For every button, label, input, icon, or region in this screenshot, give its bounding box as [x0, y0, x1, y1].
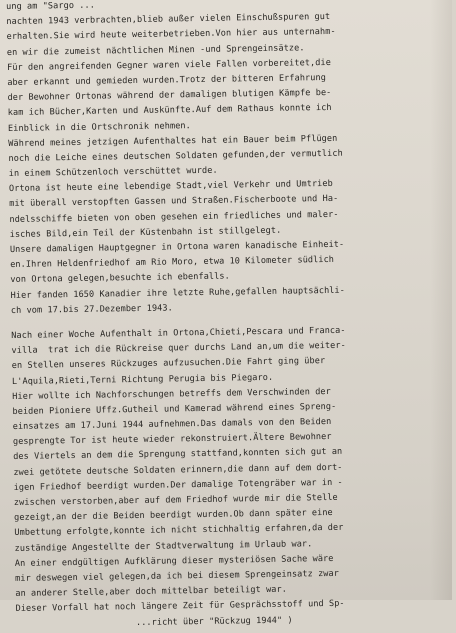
- text-line: igen Friedhof beerdigt wurden.Der damalige Totengräber war in -: [13, 477, 343, 493]
- paragraph-block-2: [11, 322, 456, 633]
- text-line: gesprengte Tor ist heute wieder rekonstruiert.Ältere Bewohner: [12, 432, 332, 448]
- text-line: Nach einer Woche Aufenthalt in Ortona,Chieti,Pescara und Franca-: [11, 325, 346, 341]
- text-line: zwischen verstorben,aber auf dem Friedhof wurde mir die Stelle: [13, 492, 338, 508]
- text-line: An einer endgültigen Aufklärung dieser mysteriösen Sache wäre: [14, 553, 334, 569]
- text-line: Hier wollte ich Nachforschungen betreffs dem Verschwinden der: [12, 386, 331, 402]
- text-line: ndelsschiffe bieten von oben gesehen ein friedliches und maler-: [9, 209, 339, 225]
- text-line: von Ortona gelegen,besuchte ich ebenfalls.: [10, 271, 230, 286]
- text-line: gezeigt,an der die Beiden beerdigt wurden.Ob dann später eine: [14, 508, 333, 524]
- text-line: L'Aquila,Rieti,Terni Richtung Perugia bis Piegaro.: [11, 372, 274, 387]
- text-line: zwei getötete deutsche Soldaten erinnern,die dann auf dem dort-: [13, 462, 343, 478]
- text-line: ung am "Sargo ...: [6, 0, 95, 12]
- text-line: Ortona ist heute eine lebendige Stadt,viel Verkehr und Umtrieb: [8, 179, 333, 195]
- text-line: isches Bild,ein Teil der Küstenbahn ist stillgelegt.: [9, 225, 282, 240]
- paragraph-block-1: [6, 0, 451, 319]
- text-line: erhalten.Sie wird heute weiterbetrieben.Von hier aus unternahm-: [6, 27, 336, 43]
- text-line: nachten 1943 verbrachten,blieb außer vielen Einschußspuren gut: [6, 12, 331, 28]
- text-line: ...richt über "Rückzug 1944" ): [15, 615, 293, 630]
- text-line: mir deswegen viel gelegen,da ich bei diesem Sprengeinsatz zwar: [15, 568, 340, 584]
- text-line: noch die Leiche eines deutschen Soldaten gefunden,der vermutlich: [8, 148, 343, 164]
- page-text: [6, 0, 456, 633]
- text-line: Umbettung erfolgte,konnte ich nicht stichhaltig erfahren,da der: [14, 523, 344, 539]
- text-line: beiden Pioniere Uffz.Gutheil und Kamerad während eines Spreng-: [12, 401, 337, 417]
- text-line: Dieser Vorfall hat noch längere Zeit für Gesprächsstoff und Sp-: [15, 599, 345, 615]
- text-line: in einem Schützenloch verschüttet wurde.: [8, 165, 218, 180]
- text-line: villa trat ich die Rückreise quer durchs Land an,um die weiter-: [11, 340, 346, 357]
- text-line: Einblick in die Ortschronik nehmen.: [7, 120, 191, 134]
- text-line: en wir die zumeist nächtlichen Minen -und Sprengeinsätze.: [6, 42, 305, 58]
- text-line: en Stellen unseres Rückzuges aufzusuchen.Die Fahrt ging über: [11, 356, 326, 372]
- text-line: Für den angreifenden Gegner waren viele Fallen vorbereitet,die: [6, 57, 331, 73]
- text-line: der Bewohner Ortonas während der damaligen blutigen Kämpfe be-: [7, 88, 332, 104]
- text-line: zuständige Angestellte der Stadtverwaltung im Urlaub war.: [14, 538, 313, 554]
- text-line: Unsere damaligen Hauptgegner in Ortona waren kanadische Einheit-: [9, 239, 345, 255]
- text-line: des Viertels an dem die Sprengung stattfand,konnten sich gut an: [13, 447, 343, 463]
- text-line: mit überall verstopften Gassen und Straßen.Fischerboote und Ha-: [9, 194, 339, 210]
- text-line: an anderer Stelle,aber doch mittelbar beteiligt war.: [15, 584, 288, 600]
- text-line: en.Ihren Heldenfriedhof am Rio Moro, etwa 10 Kilometer südlich: [10, 255, 335, 271]
- text-line: einsatzes am 17.Juni 1944 aufnehmen.Das damals von den Beiden: [12, 417, 332, 433]
- text-line: Hier fanden 1650 Kanadier ihre letzte Ruhe,gefallen hauptsächli-: [10, 285, 346, 301]
- text-line: Während meines jetzigen Aufenthaltes hat ein Bauer beim Pflügen: [8, 133, 338, 149]
- text-line: kam ich Bücher,Karten und Auskünfte.Auf dem Rathaus konnte ich: [7, 103, 332, 119]
- text-line: ch vom 17.bis 27.Dezember 1943.: [10, 303, 173, 316]
- text-line: aber erkannt und gemieden wurden.Trotz der bitteren Erfahrung: [7, 72, 326, 88]
